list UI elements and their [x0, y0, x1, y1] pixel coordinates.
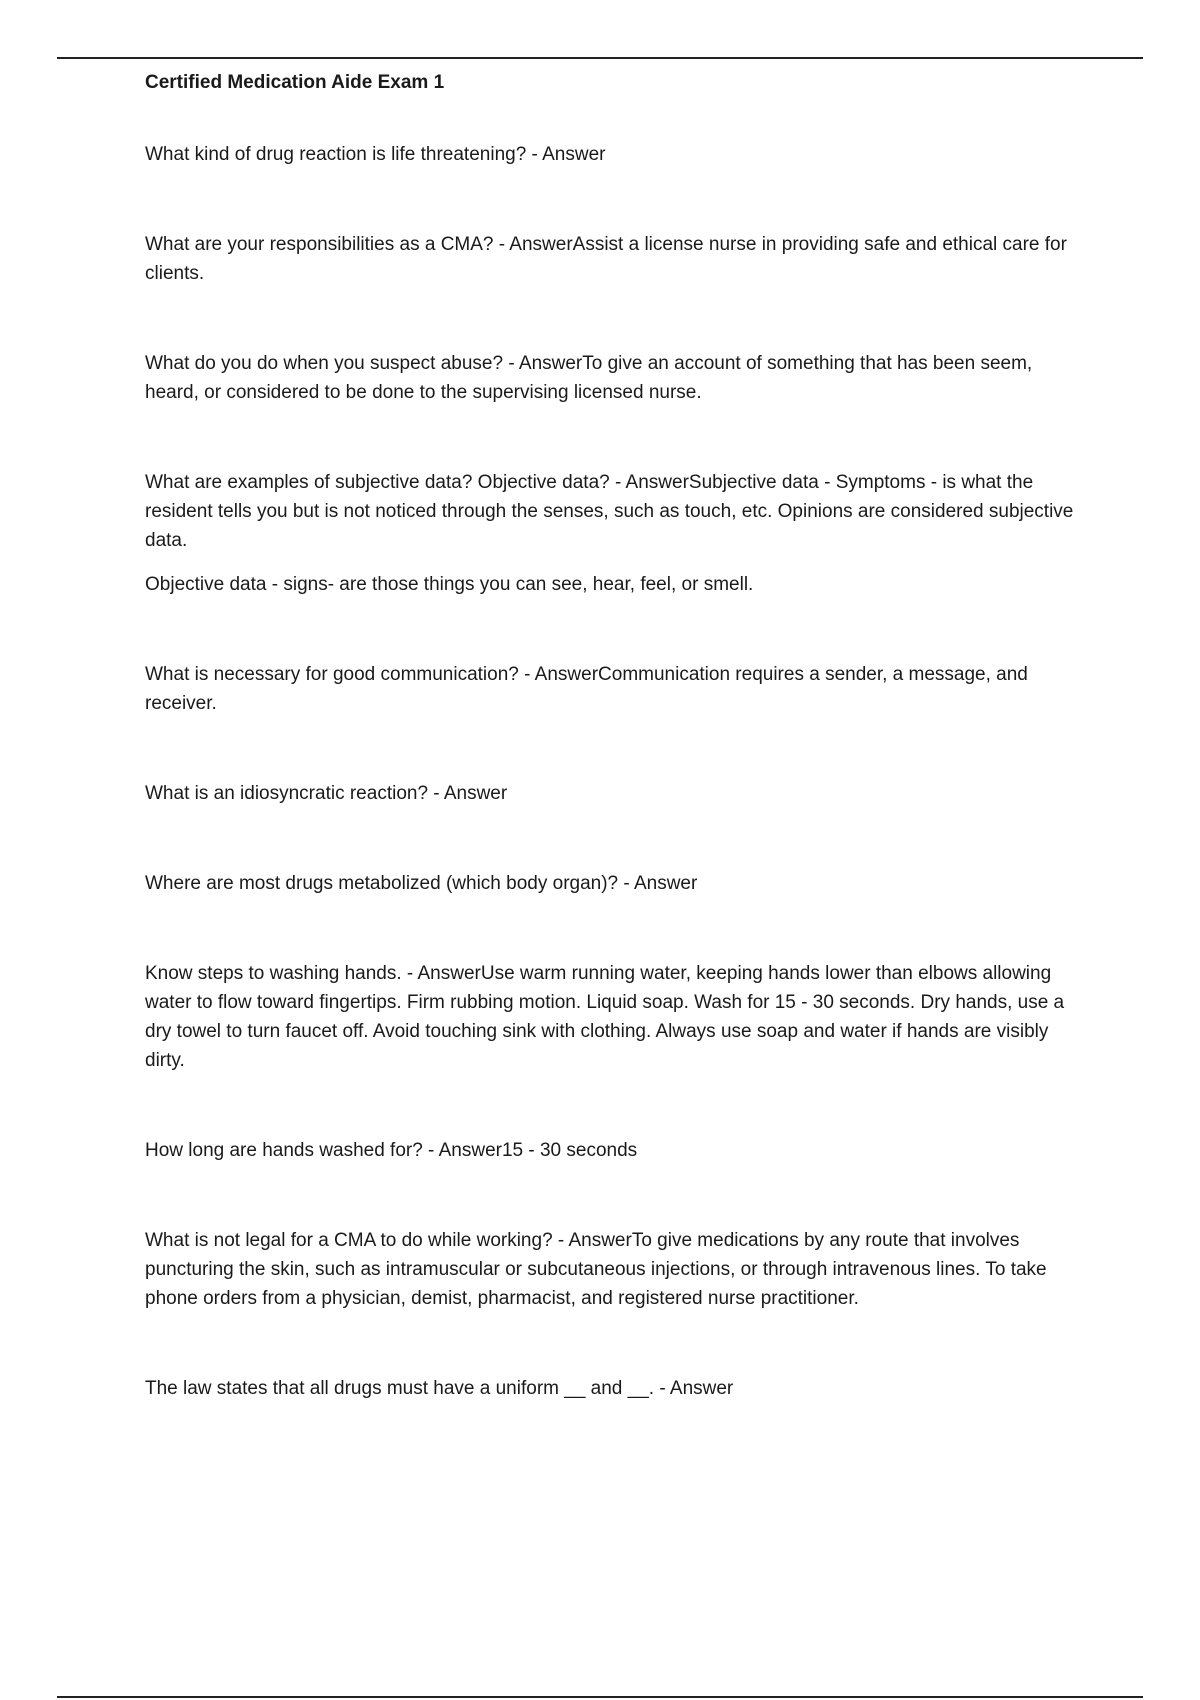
qa-text: Where are most drugs metabolized (which body organ)? - Answer — [145, 873, 698, 894]
qa-entry — [145, 468, 1090, 599]
qa-text: What is not legal for a CMA to do while working? - AnswerTo give medications by any route that involves puncturing the skin, such as intramuscular or subcutaneous injections, or through intravenous lines. To take phone orders from a physician, demist, pharmacist, and registered nurse practitioner. — [145, 1230, 1047, 1309]
qa-text-continued: Objective data - signs- are those things you can see, hear, feel, or smell. — [145, 574, 754, 595]
qa-entry — [145, 1374, 1090, 1403]
qa-text: How long are hands washed for? - Answer15 - 30 seconds — [145, 1140, 638, 1161]
qa-entry — [145, 1136, 1090, 1165]
qa-entry — [145, 230, 1090, 288]
document-body — [145, 70, 1090, 1403]
qa-text: What do you do when you suspect abuse? - AnswerTo give an account of something that has been seem, heard, or considered to be done to the supervising licensed nurse. — [145, 353, 1033, 403]
qa-entry — [145, 779, 1090, 808]
qa-text: What is an idiosyncratic reaction? - Answer — [145, 783, 508, 804]
header-rule — [57, 57, 1143, 59]
qa-text: What are examples of subjective data? Objective data? - AnswerSubjective data - Symptoms - is what the resident tells you but is not noticed through the senses, such as touch, etc. Opinions are considered subjective data. — [145, 472, 1074, 551]
qa-entry — [145, 869, 1090, 898]
footer-rule — [57, 1696, 1143, 1698]
qa-entry — [145, 1226, 1090, 1313]
qa-entry — [145, 140, 1090, 169]
qa-text: What kind of drug reaction is life threatening? - Answer — [145, 144, 606, 165]
qa-text: What is necessary for good communication? - AnswerCommunication requires a sender, a message, and receiver. — [145, 664, 1028, 714]
document-title: Certified Medication Aide Exam 1 — [145, 72, 445, 93]
qa-text: The law states that all drugs must have a uniform __ and __. - Answer — [145, 1378, 734, 1399]
qa-text: What are your responsibilities as a CMA? - AnswerAssist a license nurse in providing safe and ethical care for clients. — [145, 234, 1067, 284]
qa-entry — [145, 959, 1090, 1075]
qa-text: Know steps to washing hands. - AnswerUse warm running water, keeping hands lower than elbows allowing water to flow toward fingertips. Firm rubbing motion. Liquid soap. Wash for 15 - 30 seconds. Dry hands, use a dry towel to turn faucet off. Avoid touching sink with clothing. Always use soap and water if hands are visibly dirty. — [145, 963, 1065, 1071]
qa-entry — [145, 349, 1090, 407]
qa-entry — [145, 660, 1090, 718]
